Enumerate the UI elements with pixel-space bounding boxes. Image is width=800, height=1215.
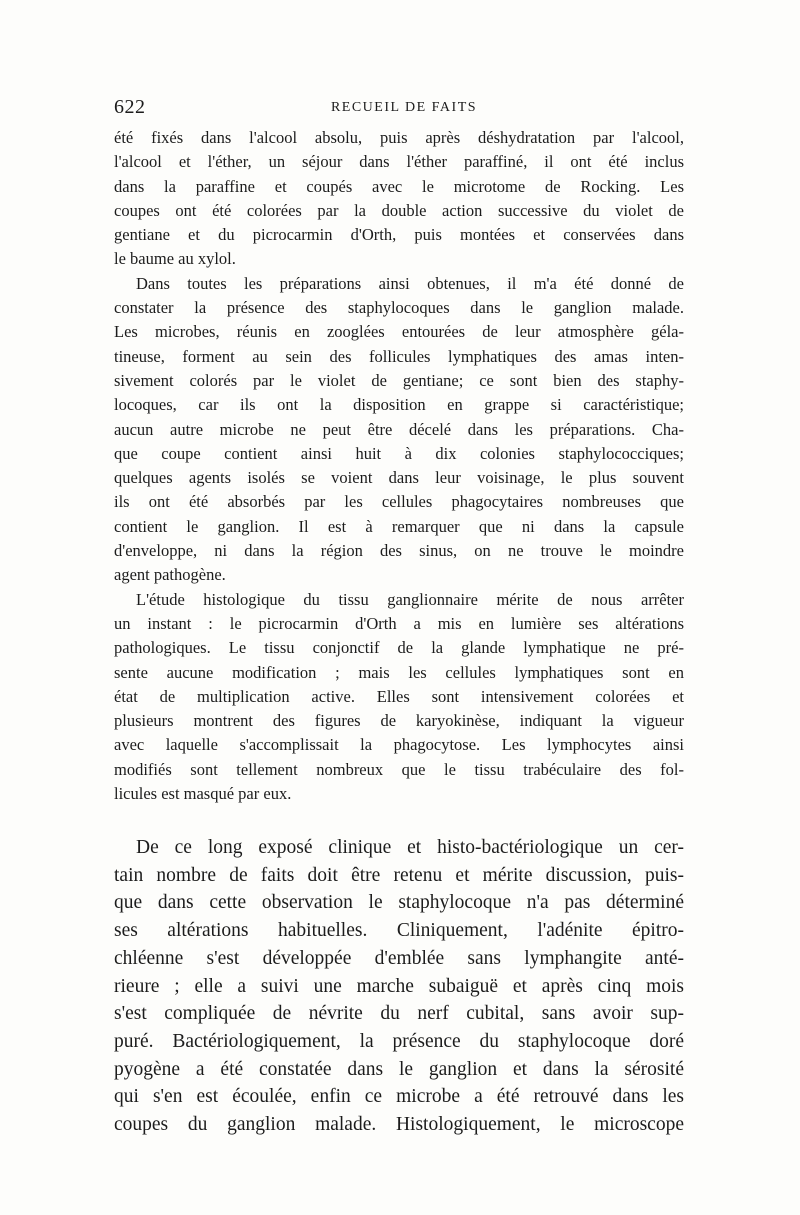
text-line: ils ont été absorbés par les cellules phagocytaires nombreuses que: [114, 492, 684, 512]
text-line: s'est compliquée de névrite du nerf cubital, sans avoir sup-: [114, 1003, 684, 1025]
text-line: tineuse, forment au sein des follicules lymphatiques des amas inten-: [114, 346, 684, 366]
text-line: pathologiques. Le tissu conjonctif de la glande lymphatique ne pré-: [114, 638, 684, 658]
text-line: locoques, car ils ont la disposition en grappe si caractéristique;: [114, 395, 684, 415]
text-line: constater la présence des staphylocoques dans le ganglion malade.: [114, 298, 684, 318]
text-line: ses altérations habituelles. Cliniquement, l'adénite épitro-: [114, 920, 684, 942]
text-line: aucun autre microbe ne peut être décelé dans les préparations. Cha-: [114, 419, 684, 439]
running-head: RECUEIL DE FAITS: [330, 100, 478, 115]
body-text-large: [114, 834, 684, 1139]
text-line: avec laquelle s'accomplissait la phagocytose. Les lymphocytes ainsi: [114, 735, 684, 755]
text-line: dans la paraffine et coupés avec le microtome de Rocking. Les: [114, 176, 684, 196]
text-line: le baume au xylol.: [114, 249, 236, 269]
text-line: De ce long exposé clinique et histo-bactériologique un cer-: [136, 837, 684, 858]
text-line: puré. Bactériologiquement, la présence du staphylocoque doré: [114, 1030, 684, 1052]
text-line: modifiés sont tellement nombreux que le tissu trabéculaire des fol-: [114, 759, 684, 779]
page-number: 622: [114, 96, 146, 118]
text-line: pyogène a été constatée dans le ganglion et dans la sérosité: [114, 1058, 684, 1080]
body-text-small: [114, 126, 684, 806]
text-line: chléenne s'est développée d'emblée sans lymphangite anté-: [114, 947, 684, 969]
text-line: coupes du ganglion malade. Histologiquement, le microscope: [114, 1114, 684, 1136]
text-line: rieure ; elle a suivi une marche subaiguë et après cinq mois: [114, 975, 684, 997]
text-line: contient le ganglion. Il est à remarquer que ni dans la capsule: [114, 516, 684, 536]
text-line: agent pathogène.: [114, 565, 226, 585]
text-line: d'enveloppe, ni dans la région des sinus, on ne trouve le moindre: [114, 541, 684, 561]
text-line: tain nombre de faits doit être retenu et mérite discussion, puis-: [114, 864, 684, 886]
text-line: sivement colorés par le violet de gentiane; ce sont bien des staphy-: [114, 370, 684, 390]
text-line: sente aucune modification ; mais les cellules lymphatiques sont en: [114, 662, 684, 682]
text-line: Les microbes, réunis en zooglées entourées de leur atmosphère géla-: [114, 322, 684, 342]
text-line: l'alcool et l'éther, un séjour dans l'éther paraffiné, il ont été inclus: [114, 152, 684, 172]
text-line: été fixés dans l'alcool absolu, puis après déshydratation par l'alcool,: [114, 128, 684, 147]
text-line: gentiane et du picrocarmin d'Orth, puis montées et conservées dans: [114, 225, 684, 245]
text-line: L'étude histologique du tissu ganglionnaire mérite de nous arrêter: [136, 589, 684, 609]
text-line: que dans cette observation le staphylocoque n'a pas déterminé: [114, 892, 684, 914]
text-line: que coupe contient ainsi huit à dix colonies staphylococciques;: [114, 443, 684, 463]
text-line: coupes ont été colorées par la double action successive du violet de: [114, 200, 684, 220]
text-line: plusieurs montrent des figures de karyokinèse, indiquant la vigueur: [114, 711, 684, 731]
text-line: un instant : le picrocarmin d'Orth a mis en lumière ses altérations: [114, 613, 684, 633]
text-line: licules est masqué par eux.: [114, 784, 292, 804]
text-line: qui s'en est écoulée, enfin ce microbe a été retrouvé dans les: [114, 1086, 684, 1108]
page-header: [114, 96, 684, 120]
text-line: Dans toutes les préparations ainsi obtenues, il m'a été donné de: [136, 273, 684, 293]
text-line: quelques agents isolés se voient dans leur voisinage, le plus souvent: [114, 468, 684, 488]
text-line: état de multiplication active. Elles sont intensivement colorées et: [114, 686, 684, 706]
